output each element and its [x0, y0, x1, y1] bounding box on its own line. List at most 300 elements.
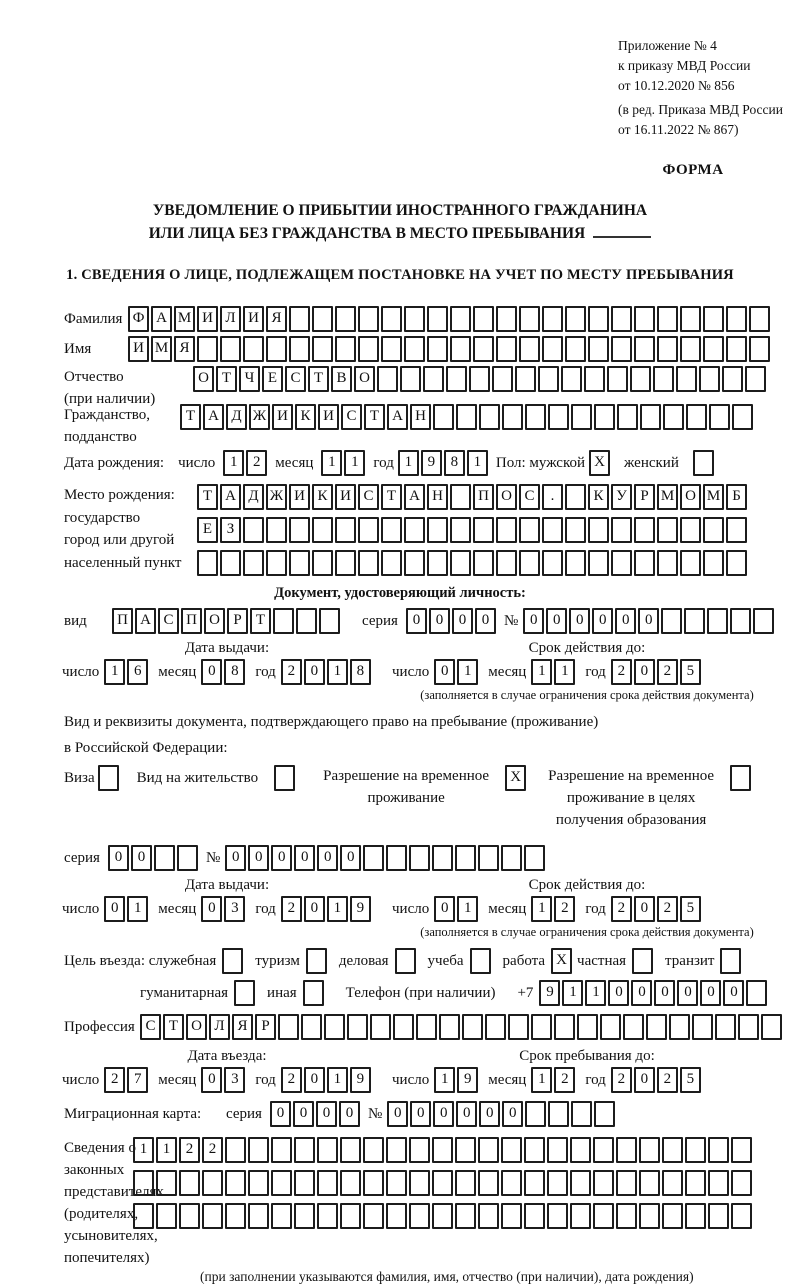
- char-cell[interactable]: [548, 1101, 569, 1127]
- char-cell[interactable]: [726, 306, 747, 332]
- char-cell[interactable]: [738, 1014, 759, 1040]
- char-cell[interactable]: [363, 1137, 384, 1163]
- char-cell[interactable]: Т: [216, 366, 237, 392]
- char-cell[interactable]: [306, 948, 327, 974]
- char-cell[interactable]: 0: [569, 608, 590, 634]
- char-cell[interactable]: [432, 845, 453, 871]
- char-cell[interactable]: [312, 336, 333, 362]
- char-cell[interactable]: 1: [327, 896, 348, 922]
- char-cell[interactable]: [347, 1014, 368, 1040]
- char-cell[interactable]: 8: [444, 450, 465, 476]
- char-cell[interactable]: [358, 550, 379, 576]
- char-cell[interactable]: [478, 1170, 499, 1196]
- char-cell[interactable]: [508, 1014, 529, 1040]
- char-cell[interactable]: [720, 948, 741, 974]
- char-cell[interactable]: 0: [475, 608, 496, 634]
- char-cell[interactable]: И: [128, 336, 149, 362]
- char-cell[interactable]: 0: [131, 845, 152, 871]
- char-cell[interactable]: [501, 845, 522, 871]
- char-cell[interactable]: [294, 1170, 315, 1196]
- char-cell[interactable]: И: [243, 306, 264, 332]
- char-cell[interactable]: 1: [467, 450, 488, 476]
- char-cell[interactable]: [450, 484, 471, 510]
- char-cell[interactable]: [646, 1014, 667, 1040]
- char-cell[interactable]: М: [657, 484, 678, 510]
- char-cell[interactable]: 0: [654, 980, 675, 1006]
- char-cell[interactable]: В: [331, 366, 352, 392]
- char-cell[interactable]: [502, 404, 523, 430]
- char-cell[interactable]: 0: [434, 659, 455, 685]
- char-cell[interactable]: [571, 404, 592, 430]
- char-cell[interactable]: [708, 1137, 729, 1163]
- char-cell[interactable]: [319, 608, 340, 634]
- char-cell[interactable]: 9: [350, 896, 371, 922]
- char-cell[interactable]: М: [151, 336, 172, 362]
- char-cell[interactable]: [501, 1203, 522, 1229]
- char-cell[interactable]: [693, 450, 714, 476]
- char-cell[interactable]: С: [341, 404, 362, 430]
- char-cell[interactable]: [726, 550, 747, 576]
- char-cell[interactable]: 0: [387, 1101, 408, 1127]
- char-cell[interactable]: [531, 1014, 552, 1040]
- char-cell[interactable]: П: [181, 608, 202, 634]
- char-cell[interactable]: [386, 1170, 407, 1196]
- char-cell[interactable]: 0: [433, 1101, 454, 1127]
- char-cell[interactable]: [455, 845, 476, 871]
- char-cell[interactable]: [593, 1170, 614, 1196]
- char-cell[interactable]: Т: [364, 404, 385, 430]
- char-cell[interactable]: [571, 1101, 592, 1127]
- char-cell[interactable]: Д: [226, 404, 247, 430]
- char-cell[interactable]: [248, 1203, 269, 1229]
- char-cell[interactable]: [156, 1170, 177, 1196]
- char-cell[interactable]: [692, 1014, 713, 1040]
- char-cell[interactable]: 9: [457, 1067, 478, 1093]
- char-cell[interactable]: 0: [523, 608, 544, 634]
- char-cell[interactable]: [409, 1203, 430, 1229]
- char-cell[interactable]: Т: [197, 484, 218, 510]
- char-cell[interactable]: [446, 366, 467, 392]
- char-cell[interactable]: [266, 550, 287, 576]
- char-cell[interactable]: Ж: [266, 484, 287, 510]
- char-cell[interactable]: 0: [304, 1067, 325, 1093]
- char-cell[interactable]: А: [203, 404, 224, 430]
- char-cell[interactable]: [525, 404, 546, 430]
- char-cell[interactable]: [703, 336, 724, 362]
- char-cell[interactable]: [730, 608, 751, 634]
- char-cell[interactable]: [584, 366, 605, 392]
- char-cell[interactable]: [317, 1203, 338, 1229]
- char-cell[interactable]: 0: [638, 608, 659, 634]
- char-cell[interactable]: [577, 1014, 598, 1040]
- char-cell[interactable]: [496, 306, 517, 332]
- char-cell[interactable]: 0: [340, 845, 361, 871]
- char-cell[interactable]: [570, 1137, 591, 1163]
- char-cell[interactable]: 9: [421, 450, 442, 476]
- char-cell[interactable]: [726, 517, 747, 543]
- char-cell[interactable]: А: [220, 484, 241, 510]
- char-cell[interactable]: И: [197, 306, 218, 332]
- char-cell[interactable]: [676, 366, 697, 392]
- char-cell[interactable]: [303, 980, 324, 1006]
- char-cell[interactable]: [427, 336, 448, 362]
- char-cell[interactable]: Б: [726, 484, 747, 510]
- char-cell[interactable]: [680, 306, 701, 332]
- char-cell[interactable]: А: [151, 306, 172, 332]
- char-cell[interactable]: 1: [457, 896, 478, 922]
- char-cell[interactable]: [632, 948, 653, 974]
- char-cell[interactable]: [312, 517, 333, 543]
- char-cell[interactable]: [202, 1170, 223, 1196]
- char-cell[interactable]: О: [354, 366, 375, 392]
- char-cell[interactable]: [707, 608, 728, 634]
- char-cell[interactable]: [432, 1203, 453, 1229]
- char-cell[interactable]: С: [519, 484, 540, 510]
- char-cell[interactable]: [657, 306, 678, 332]
- char-cell[interactable]: [222, 948, 243, 974]
- char-cell[interactable]: Е: [262, 366, 283, 392]
- char-cell[interactable]: [312, 550, 333, 576]
- char-cell[interactable]: [661, 608, 682, 634]
- char-cell[interactable]: [363, 845, 384, 871]
- char-cell[interactable]: [462, 1014, 483, 1040]
- char-cell[interactable]: [266, 336, 287, 362]
- char-cell[interactable]: 2: [281, 896, 302, 922]
- char-cell[interactable]: 0: [317, 845, 338, 871]
- char-cell[interactable]: [588, 306, 609, 332]
- char-cell[interactable]: 5: [680, 896, 701, 922]
- char-cell[interactable]: Ж: [249, 404, 270, 430]
- char-cell[interactable]: 2: [281, 1067, 302, 1093]
- char-cell[interactable]: [363, 1170, 384, 1196]
- char-cell[interactable]: [634, 517, 655, 543]
- char-cell[interactable]: 0: [270, 1101, 291, 1127]
- char-cell[interactable]: 0: [592, 608, 613, 634]
- char-cell[interactable]: [381, 306, 402, 332]
- char-cell[interactable]: [630, 366, 651, 392]
- char-cell[interactable]: [317, 1170, 338, 1196]
- char-cell[interactable]: [423, 366, 444, 392]
- char-cell[interactable]: [294, 1203, 315, 1229]
- char-cell[interactable]: 1: [531, 659, 552, 685]
- char-cell[interactable]: [479, 404, 500, 430]
- char-cell[interactable]: [547, 1170, 568, 1196]
- char-cell[interactable]: 0: [429, 608, 450, 634]
- char-cell[interactable]: [381, 336, 402, 362]
- char-cell[interactable]: [271, 1137, 292, 1163]
- char-cell[interactable]: [393, 1014, 414, 1040]
- char-cell[interactable]: [98, 765, 119, 791]
- char-cell[interactable]: [746, 980, 767, 1006]
- char-cell[interactable]: Т: [308, 366, 329, 392]
- char-cell[interactable]: Н: [427, 484, 448, 510]
- char-cell[interactable]: [473, 306, 494, 332]
- char-cell[interactable]: Е: [197, 517, 218, 543]
- char-cell[interactable]: [278, 1014, 299, 1040]
- char-cell[interactable]: 0: [634, 1067, 655, 1093]
- char-cell[interactable]: [370, 1014, 391, 1040]
- char-cell[interactable]: [554, 1014, 575, 1040]
- char-cell[interactable]: [561, 366, 582, 392]
- char-cell[interactable]: [427, 550, 448, 576]
- char-cell[interactable]: [640, 404, 661, 430]
- char-cell[interactable]: [680, 550, 701, 576]
- char-cell[interactable]: Т: [163, 1014, 184, 1040]
- char-cell[interactable]: [685, 1137, 706, 1163]
- char-cell[interactable]: Т: [250, 608, 271, 634]
- char-cell[interactable]: [455, 1170, 476, 1196]
- char-cell[interactable]: С: [140, 1014, 161, 1040]
- char-cell[interactable]: [340, 1137, 361, 1163]
- char-cell[interactable]: [634, 336, 655, 362]
- char-cell[interactable]: [685, 1170, 706, 1196]
- char-cell[interactable]: 2: [611, 659, 632, 685]
- char-cell[interactable]: [542, 306, 563, 332]
- char-cell[interactable]: 2: [657, 659, 678, 685]
- char-cell[interactable]: 2: [554, 896, 575, 922]
- char-cell[interactable]: .: [542, 484, 563, 510]
- char-cell[interactable]: 0: [700, 980, 721, 1006]
- char-cell[interactable]: [225, 1203, 246, 1229]
- char-cell[interactable]: [404, 550, 425, 576]
- char-cell[interactable]: [439, 1014, 460, 1040]
- char-cell[interactable]: [542, 517, 563, 543]
- char-cell[interactable]: [722, 366, 743, 392]
- char-cell[interactable]: 2: [246, 450, 267, 476]
- char-cell[interactable]: 5: [680, 1067, 701, 1093]
- char-cell[interactable]: [616, 1137, 637, 1163]
- char-cell[interactable]: [680, 517, 701, 543]
- char-cell[interactable]: [731, 1137, 752, 1163]
- char-cell[interactable]: [133, 1170, 154, 1196]
- char-cell[interactable]: 6: [127, 659, 148, 685]
- char-cell[interactable]: [243, 336, 264, 362]
- char-cell[interactable]: [524, 1203, 545, 1229]
- char-cell[interactable]: [455, 1203, 476, 1229]
- char-cell[interactable]: [271, 1170, 292, 1196]
- char-cell[interactable]: С: [285, 366, 306, 392]
- char-cell[interactable]: 0: [406, 608, 427, 634]
- char-cell[interactable]: [273, 608, 294, 634]
- char-cell[interactable]: 1: [127, 896, 148, 922]
- char-cell[interactable]: [639, 1137, 660, 1163]
- char-cell[interactable]: 0: [201, 896, 222, 922]
- char-cell[interactable]: 1: [321, 450, 342, 476]
- char-cell[interactable]: Н: [410, 404, 431, 430]
- char-cell[interactable]: [395, 948, 416, 974]
- char-cell[interactable]: 0: [634, 659, 655, 685]
- char-cell[interactable]: П: [473, 484, 494, 510]
- char-cell[interactable]: [565, 550, 586, 576]
- char-cell[interactable]: 0: [108, 845, 129, 871]
- char-cell[interactable]: [154, 845, 175, 871]
- char-cell[interactable]: [726, 336, 747, 362]
- char-cell[interactable]: [294, 1137, 315, 1163]
- char-cell[interactable]: 0: [677, 980, 698, 1006]
- char-cell[interactable]: [317, 1137, 338, 1163]
- char-cell[interactable]: [485, 1014, 506, 1040]
- char-cell[interactable]: Р: [255, 1014, 276, 1040]
- char-cell[interactable]: 5: [680, 659, 701, 685]
- char-cell[interactable]: 2: [554, 1067, 575, 1093]
- char-cell[interactable]: 1: [434, 1067, 455, 1093]
- char-cell[interactable]: [611, 550, 632, 576]
- char-cell[interactable]: [639, 1203, 660, 1229]
- char-cell[interactable]: К: [588, 484, 609, 510]
- char-cell[interactable]: [358, 306, 379, 332]
- char-cell[interactable]: [409, 845, 430, 871]
- char-cell[interactable]: [433, 404, 454, 430]
- char-cell[interactable]: Д: [243, 484, 264, 510]
- char-cell[interactable]: [593, 1203, 614, 1229]
- char-cell[interactable]: [547, 1137, 568, 1163]
- char-cell[interactable]: [542, 336, 563, 362]
- char-cell[interactable]: [473, 336, 494, 362]
- char-cell[interactable]: [703, 550, 724, 576]
- char-cell[interactable]: [202, 1203, 223, 1229]
- char-cell[interactable]: Я: [266, 306, 287, 332]
- char-cell[interactable]: 1: [531, 1067, 552, 1093]
- char-cell[interactable]: [220, 336, 241, 362]
- char-cell[interactable]: [469, 366, 490, 392]
- char-cell[interactable]: [611, 517, 632, 543]
- char-cell[interactable]: [335, 336, 356, 362]
- char-cell[interactable]: [274, 765, 295, 791]
- char-cell[interactable]: И: [272, 404, 293, 430]
- char-cell[interactable]: [177, 845, 198, 871]
- char-cell[interactable]: [565, 484, 586, 510]
- char-cell[interactable]: [427, 517, 448, 543]
- char-cell[interactable]: [409, 1170, 430, 1196]
- char-cell[interactable]: 1: [562, 980, 583, 1006]
- char-cell[interactable]: [547, 1203, 568, 1229]
- char-cell[interactable]: М: [174, 306, 195, 332]
- char-cell[interactable]: 0: [502, 1101, 523, 1127]
- char-cell[interactable]: Ф: [128, 306, 149, 332]
- char-cell[interactable]: [404, 336, 425, 362]
- char-cell[interactable]: 1: [156, 1137, 177, 1163]
- char-cell[interactable]: [432, 1170, 453, 1196]
- char-cell[interactable]: 0: [452, 608, 473, 634]
- char-cell[interactable]: X: [589, 450, 610, 476]
- char-cell[interactable]: У: [611, 484, 632, 510]
- char-cell[interactable]: 0: [304, 659, 325, 685]
- char-cell[interactable]: А: [135, 608, 156, 634]
- char-cell[interactable]: 9: [350, 1067, 371, 1093]
- char-cell[interactable]: [340, 1203, 361, 1229]
- char-cell[interactable]: О: [186, 1014, 207, 1040]
- char-cell[interactable]: 3: [224, 896, 245, 922]
- char-cell[interactable]: [749, 336, 770, 362]
- char-cell[interactable]: [220, 550, 241, 576]
- char-cell[interactable]: [197, 550, 218, 576]
- char-cell[interactable]: [617, 404, 638, 430]
- char-cell[interactable]: [703, 306, 724, 332]
- char-cell[interactable]: [478, 845, 499, 871]
- char-cell[interactable]: [358, 517, 379, 543]
- char-cell[interactable]: [340, 1170, 361, 1196]
- char-cell[interactable]: А: [404, 484, 425, 510]
- char-cell[interactable]: 3: [224, 1067, 245, 1093]
- char-cell[interactable]: 0: [339, 1101, 360, 1127]
- char-cell[interactable]: И: [318, 404, 339, 430]
- char-cell[interactable]: [519, 336, 540, 362]
- char-cell[interactable]: [271, 1203, 292, 1229]
- char-cell[interactable]: [611, 306, 632, 332]
- char-cell[interactable]: И: [335, 484, 356, 510]
- char-cell[interactable]: [761, 1014, 782, 1040]
- char-cell[interactable]: [639, 1170, 660, 1196]
- char-cell[interactable]: [492, 366, 513, 392]
- char-cell[interactable]: 0: [104, 896, 125, 922]
- char-cell[interactable]: 0: [615, 608, 636, 634]
- char-cell[interactable]: 0: [631, 980, 652, 1006]
- char-cell[interactable]: О: [680, 484, 701, 510]
- char-cell[interactable]: [623, 1014, 644, 1040]
- char-cell[interactable]: [731, 1170, 752, 1196]
- char-cell[interactable]: [386, 1137, 407, 1163]
- char-cell[interactable]: А: [387, 404, 408, 430]
- char-cell[interactable]: 2: [104, 1067, 125, 1093]
- char-cell[interactable]: [657, 550, 678, 576]
- char-cell[interactable]: 7: [127, 1067, 148, 1093]
- char-cell[interactable]: 2: [179, 1137, 200, 1163]
- char-cell[interactable]: 1: [223, 450, 244, 476]
- char-cell[interactable]: [685, 1203, 706, 1229]
- char-cell[interactable]: Р: [634, 484, 655, 510]
- char-cell[interactable]: 8: [224, 659, 245, 685]
- char-cell[interactable]: [455, 1137, 476, 1163]
- char-cell[interactable]: Л: [220, 306, 241, 332]
- char-cell[interactable]: [684, 608, 705, 634]
- char-cell[interactable]: 1: [531, 896, 552, 922]
- char-cell[interactable]: [538, 366, 559, 392]
- char-cell[interactable]: О: [496, 484, 517, 510]
- char-cell[interactable]: 0: [294, 845, 315, 871]
- char-cell[interactable]: [565, 517, 586, 543]
- char-cell[interactable]: 0: [225, 845, 246, 871]
- char-cell[interactable]: [496, 550, 517, 576]
- char-cell[interactable]: [386, 845, 407, 871]
- char-cell[interactable]: [593, 1137, 614, 1163]
- char-cell[interactable]: О: [193, 366, 214, 392]
- char-cell[interactable]: [456, 404, 477, 430]
- char-cell[interactable]: [662, 1203, 683, 1229]
- char-cell[interactable]: 0: [546, 608, 567, 634]
- char-cell[interactable]: С: [158, 608, 179, 634]
- char-cell[interactable]: [225, 1170, 246, 1196]
- char-cell[interactable]: К: [312, 484, 333, 510]
- char-cell[interactable]: 0: [293, 1101, 314, 1127]
- char-cell[interactable]: [386, 1203, 407, 1229]
- char-cell[interactable]: 0: [304, 896, 325, 922]
- char-cell[interactable]: [616, 1203, 637, 1229]
- char-cell[interactable]: [594, 404, 615, 430]
- char-cell[interactable]: Т: [381, 484, 402, 510]
- char-cell[interactable]: [515, 366, 536, 392]
- char-cell[interactable]: [133, 1203, 154, 1229]
- char-cell[interactable]: [588, 517, 609, 543]
- char-cell[interactable]: [680, 336, 701, 362]
- char-cell[interactable]: [450, 550, 471, 576]
- char-cell[interactable]: [730, 765, 751, 791]
- char-cell[interactable]: [179, 1170, 200, 1196]
- char-cell[interactable]: [289, 306, 310, 332]
- char-cell[interactable]: Я: [174, 336, 195, 362]
- char-cell[interactable]: [525, 1101, 546, 1127]
- char-cell[interactable]: 1: [457, 659, 478, 685]
- char-cell[interactable]: [289, 550, 310, 576]
